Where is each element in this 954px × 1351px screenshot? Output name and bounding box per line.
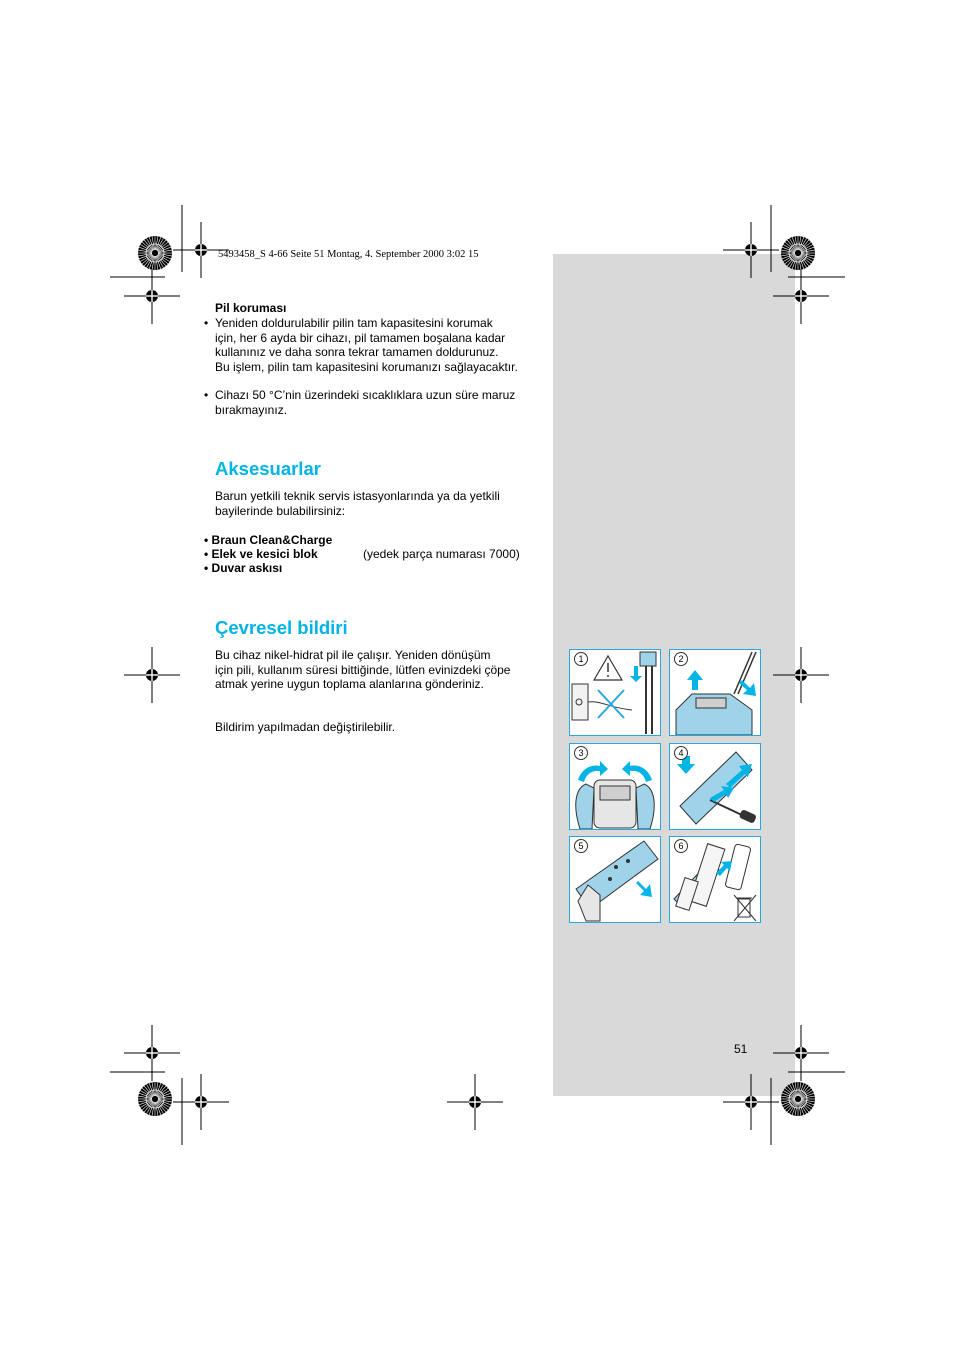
text-line: atmak yerine uygun toplama alanlarına gönderiniz. bbox=[215, 677, 484, 691]
figure-number: 1 bbox=[574, 652, 588, 666]
registration-mark-icon bbox=[124, 647, 180, 703]
arrow-icon bbox=[636, 881, 652, 897]
registration-mark-icon bbox=[447, 1074, 503, 1130]
print-slug: 5493458_S 4-66 Seite 51 Montag, 4. September 2000 3:02 15 bbox=[218, 249, 479, 260]
text-line: Yeniden doldurulabilir pilin tam kapasitesini korumak bbox=[215, 316, 493, 330]
figure-number: 3 bbox=[574, 746, 588, 760]
bullet-dot: • bbox=[204, 316, 209, 330]
arrow-icon bbox=[622, 761, 652, 782]
figure-panel-3 bbox=[569, 743, 661, 830]
text-line: Cihazı 50 °C’nin üzerindeki sıcaklıklara uzun süre maruz bbox=[215, 388, 516, 402]
figure-panel-5 bbox=[569, 836, 661, 923]
text-line: için pili, kullanım süresi bittiğinde, lütfen evinizdeki çöpe bbox=[215, 662, 511, 677]
arrow-icon bbox=[630, 666, 642, 682]
battery-bullet-2 bbox=[215, 388, 515, 417]
figure-number: 5 bbox=[574, 839, 588, 853]
accessory-label: Elek ve kesici blok bbox=[211, 547, 318, 561]
crossed-bin-icon bbox=[734, 895, 756, 921]
registration-mark-icon bbox=[773, 1025, 829, 1081]
radial-target-icon bbox=[781, 1082, 815, 1116]
text-line: Barun yetkili teknik servis istasyonlarında ya da yetkili bbox=[215, 489, 500, 503]
accessory-item: • Duvar askısı bbox=[204, 561, 283, 575]
text-line: için, her 6 ayda bir cihazı, pil tamamen boşalana kadar bbox=[215, 330, 506, 345]
bullet-dot: • bbox=[204, 388, 209, 402]
text-line: kullanınız ve daha sonra tekrar tamamen doldurunuz. bbox=[215, 345, 499, 359]
text-line: bayilerinde bulabilirsiniz: bbox=[215, 503, 346, 518]
radial-target-icon bbox=[138, 236, 172, 270]
accessories-intro bbox=[215, 489, 500, 518]
registration-mark-icon bbox=[773, 268, 829, 324]
text-line: Bu işlem, pilin tam kapasitesini korumanızı sağlayacaktır. bbox=[215, 359, 518, 374]
environment-heading: Çevresel bildiri bbox=[215, 617, 348, 638]
radial-target-icon bbox=[781, 236, 815, 270]
accessory-label: Braun Clean&Charge bbox=[211, 533, 333, 547]
registration-mark-icon bbox=[124, 268, 180, 324]
registration-mark-icon bbox=[773, 647, 829, 703]
radial-target-icon bbox=[138, 1082, 172, 1116]
accessories-heading: Aksesuarlar bbox=[215, 458, 321, 479]
battery-bullet-1 bbox=[215, 316, 518, 374]
figure-number: 4 bbox=[674, 746, 688, 760]
arrow-icon bbox=[578, 761, 608, 782]
environment-body bbox=[215, 648, 510, 692]
battery-title: Pil koruması bbox=[215, 301, 287, 315]
change-notice: Bildirim yapılmadan değiştirilebilir. bbox=[215, 720, 396, 734]
registration-mark-icon bbox=[173, 1074, 229, 1130]
figure-panel-6 bbox=[669, 836, 761, 923]
accessory-label: Duvar askısı bbox=[211, 561, 283, 575]
page-number: 51 bbox=[734, 1042, 748, 1056]
figure-panel-1 bbox=[569, 649, 661, 736]
arrow-icon bbox=[739, 680, 756, 696]
figure-panel-2 bbox=[669, 649, 761, 736]
registration-mark-icon bbox=[124, 1025, 180, 1081]
text-line: bırakmayınız. bbox=[215, 402, 288, 417]
figure-number: 2 bbox=[674, 652, 688, 666]
arrow-icon bbox=[687, 670, 703, 690]
accessory-item: • Braun Clean&Charge bbox=[204, 533, 333, 547]
figure-panel-4 bbox=[669, 743, 761, 830]
accessory-note: (yedek parça numarası 7000) bbox=[363, 547, 520, 561]
accessory-item: • Elek ve kesici blok bbox=[204, 547, 318, 561]
figure-number: 6 bbox=[674, 839, 688, 853]
text-line: Bu cihaz nikel-hidrat pil ile çalışır. Yeniden dönüşüm bbox=[215, 648, 491, 662]
